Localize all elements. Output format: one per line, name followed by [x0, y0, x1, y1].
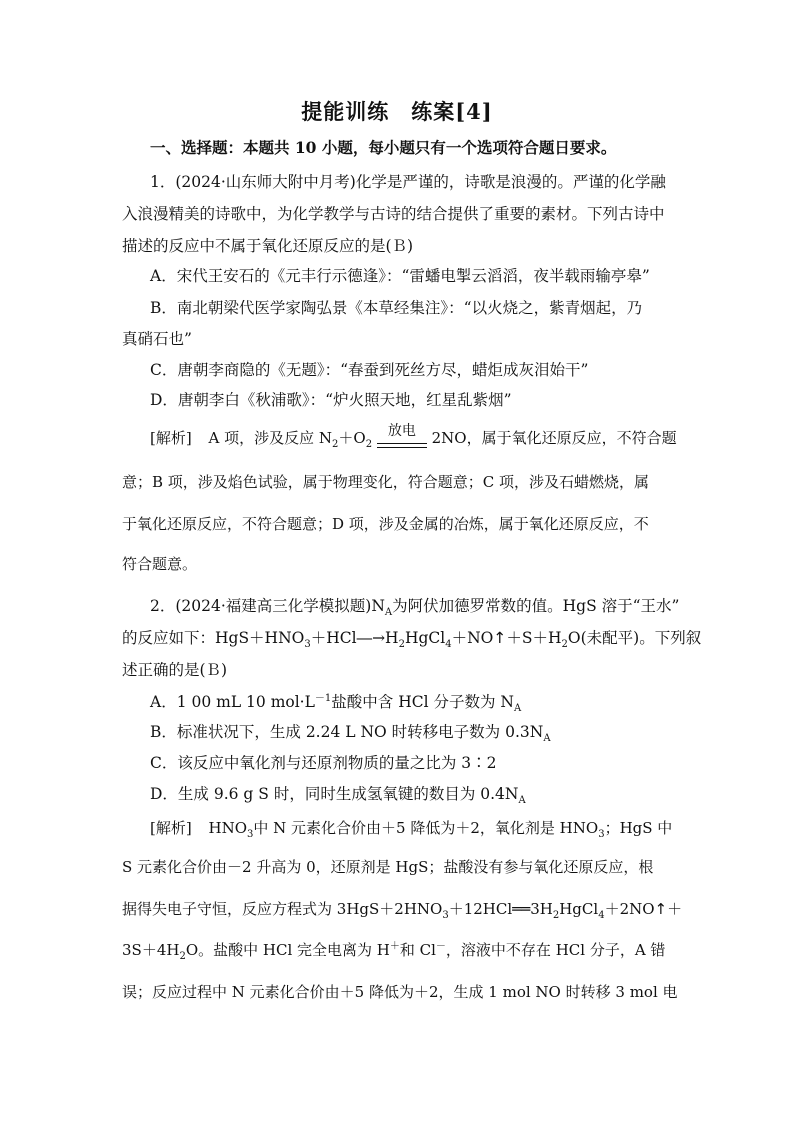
reaction-condition: 放电: [377, 435, 427, 448]
analysis-label: [解析]: [150, 819, 192, 837]
q1-option-b-line1: B．南北朝梁代医学家陶弘景《本草经集注》：“以火烧之，紫青烟起，乃: [150, 299, 643, 317]
q1-stem-line1: 1．(2024·山东师大附中月考)化学是严谨的，诗歌是浪漫的。严谨的化学融: [150, 173, 666, 191]
section-heading: 一、选择题：本题共 10 小题，每小题只有一个选项符合题日要求。: [150, 138, 617, 157]
q1-analysis-line2: 意；B 项，涉及焰色试验，属于物理变化，符合题意；C 项，涉及石蜡燃烧，属: [122, 473, 650, 491]
q1-option-d: D．唐朝李白《秋浦歌》：“炉火照天地，红星乱紫烟”: [150, 391, 512, 409]
q1-analysis-line1: [解析] A 项，涉及反应 $N_2+O_2$ 放电 2NO，属于氧化还原反应，不符合题: [150, 423, 677, 450]
q1-analysis-line3: 于氧化还原反应，不符合题意；D 项，涉及金属的冶炼，属于氧化还原反应，不: [122, 515, 649, 533]
q2-option-c: C．该反应中氧化剂与还原剂物质的量之比为 3∶2: [150, 754, 497, 772]
q1-analysis-line4: 符合题意。: [122, 555, 198, 573]
q2-analysis-line5: 误；反应过程中 N 元素化合价由＋5 降低为＋2，生成 1 mol NO 时转移 3 mol 电: [122, 983, 678, 1001]
q1-stem-line3: 描述的反应中不属于氧化还原反应的是(Ｂ): [122, 237, 414, 255]
q2-option-d: D．生成 9.6 g S 时，同时生成氢氧键的数目为 $0.4N_A$: [150, 785, 526, 807]
q2-analysis-line3: 据得失电子守恒，反应方程式为 $3HgS+2HNO_3+12HCl══3H_2HgCl_4+2NO↑+$: [122, 900, 683, 921]
q2-analysis-line2: S 元素化合价由－2 升高为 0，还原剂是 HgS；盐酸没有参与氧化还原反应，根: [122, 858, 654, 876]
page-title: 提能训练 练案[4]: [301, 99, 493, 124]
q1-option-c: C．唐朝李商隐的《无题》：“春蚕到死丝方尽，蜡炬成灰泪始干”: [150, 361, 589, 379]
q2-analysis-line4: $3S+4H_2O$。盐酸中 HCl 完全电离为 H＋和 Cl－，溶液中不存在 HCl 分子，A 错: [122, 941, 666, 962]
q2-analysis-line1: [解析] $HNO_3$中 N 元素化合价由＋5 降低为＋2，氧化剂是 $HNO_3$；HgS 中: [150, 819, 673, 840]
q2-option-a: A．1 00 mL 10 $mol\cdot L^{-1}$盐酸中含 HCl 分子数为 $N_A$: [150, 692, 522, 715]
q1-option-b-line2: 真硝石也”: [122, 330, 192, 348]
analysis-label: [解析]: [150, 429, 192, 447]
q1-stem-line2: 入浪漫精美的诗歌中，为化学教学与古诗的结合提供了重要的素材。下列古诗中: [122, 205, 665, 223]
q2-stem-line3: 述正确的是(Ｂ): [122, 661, 228, 679]
q2-stem-line1: 2．(2024·福建高三化学模拟题)$N_A$为阿伏加德罗常数的值。HgS 溶于“王水”: [150, 597, 680, 619]
q2-option-b: B．标准状况下，生成 2.24 L NO 时转移电子数为 $0.3N_A$: [150, 723, 551, 745]
q1-option-a: A．宋代王安石的《元丰行示德逢》：“雷蟠电掣云滔滔，夜半载雨输亭皋”: [150, 267, 650, 285]
q2-stem-line2: 的反应如下：$HgS+HNO_3+HCl―\to H_2HgCl_4+NO↑+S+H_2O$(未配平)。下列叙: [122, 629, 702, 651]
